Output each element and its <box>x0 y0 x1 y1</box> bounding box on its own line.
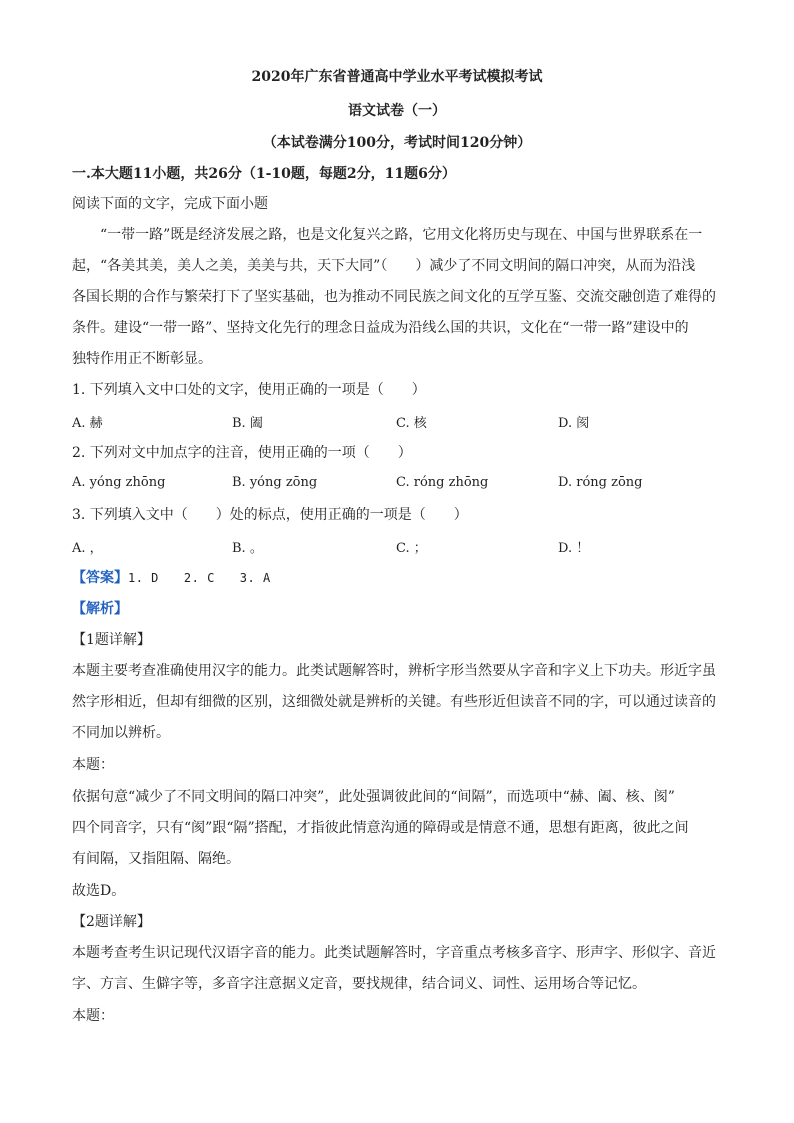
q1-detail-label: 【1题详解】 <box>72 632 151 648</box>
exam-note: （本试卷满分100分，考试时间120分钟） <box>262 135 532 151</box>
q1-this-question: 本题： <box>72 757 114 773</box>
q1-intro-line: 然字形相近，但却有细微的区别，这细微处就是辨析的关键。有些形近但读音不同的字，可以通过读音的 <box>72 694 716 710</box>
q1-intro-line: 本题主要考查准确使用汉字的能力。此类试题解答时，辨析字形当然要从字音和字义上下功夫。形近字虽 <box>72 663 716 679</box>
question-2-options <box>72 475 722 495</box>
passage-line: 独特作用正不断彰显。 <box>72 351 212 367</box>
option-a: A. ， <box>72 541 103 556</box>
section-heading: 一.本大题11小题，共26分（1-10题，每题2分，11题6分） <box>72 166 456 182</box>
exam-subtitle: 语文试卷（一） <box>348 103 446 119</box>
q1-body-line: 有间隔，又指阻隔、隔绝。 <box>72 851 240 867</box>
option-b: B. yóng zōng <box>232 475 318 490</box>
q1-intro-line: 不同加以辨析。 <box>72 725 170 741</box>
option-b: B. 。 <box>232 541 263 556</box>
option-d: D. ！ <box>558 541 590 556</box>
question-3-options <box>72 537 722 557</box>
option-a: A. 赫 <box>72 416 103 431</box>
q1-conclusion: 故选D。 <box>72 883 126 899</box>
option-b: B. 阖 <box>232 416 263 431</box>
question-2-stem: 2. 下列对文中加点字的注音，使用正确的一项（ ） <box>72 445 412 461</box>
q2-this-question: 本题： <box>72 1008 114 1024</box>
answer-values: 1. D 2. C 3. A <box>128 571 271 585</box>
answer-label: 【答案】 <box>72 570 128 586</box>
passage-line: 条件。建设“一带一路”、坚持文化先行的理念日益成为沿线么国的共识，文化在“一带一路”建设中的 <box>72 320 689 336</box>
option-d: D. 阂 <box>558 416 590 431</box>
question-1-options <box>72 412 722 432</box>
q1-body-line: 四个同音字，只有“阂”跟“隔”搭配，才指彼此情意沟通的障碍或是情意不通，思想有距离，彼此之间 <box>72 820 689 836</box>
q1-body-line: 依据句意“减少了不同文明间的隔口冲突”，此处强调彼此间的“间隔”，而选项中“赫、阖、核、阂” <box>72 789 675 805</box>
option-c: C. róng zhōng <box>396 475 489 490</box>
analysis-label: 【解析】 <box>72 601 128 617</box>
q2-intro-line: 本题考查考生识记现代汉语字音的能力。此类试题解答时，字音重点考核多音字、形声字、形似字、音近 <box>72 945 716 961</box>
option-d: D. róng zōng <box>558 475 643 490</box>
option-c: C. 核 <box>396 416 427 431</box>
option-a: A. yóng zhōng <box>72 475 166 490</box>
section-instruction: 阅读下面的文字，完成下面小题 <box>72 196 268 212</box>
q2-intro-line: 字、方言、生僻字等，多音字注意据义定音，要找规律，结合词义、词性、运用场合等记忆。 <box>72 976 646 992</box>
option-c: C. ； <box>396 541 427 556</box>
question-3-stem: 3. 下列填入文中（ ）处的标点，使用正确的一项是（ ） <box>72 507 468 523</box>
answer-line <box>72 567 722 587</box>
passage-line: “一带一路”既是经济发展之路，也是文化复兴之路，它用文化将历史与现在、中国与世界联系在一 <box>100 227 703 243</box>
passage-line: 起，“各美其美，美人之美，美美与共，天下大同”（ ）减少了不同文明间的隔口冲突，从而为沿浅 <box>72 258 696 274</box>
passage-line: 各国长期的合作与繁荣打下了坚实基础，也为推动不同民族之间文化的互学互鉴、交流交融创造了难得的 <box>72 289 716 305</box>
question-1-stem: 1. 下列填入文中口处的文字，使用正确的一项是（ ） <box>72 382 426 398</box>
exam-title: 2020年广东省普通高中学业水平考试模拟考试 <box>251 69 543 85</box>
q2-detail-label: 【2题详解】 <box>72 914 151 930</box>
